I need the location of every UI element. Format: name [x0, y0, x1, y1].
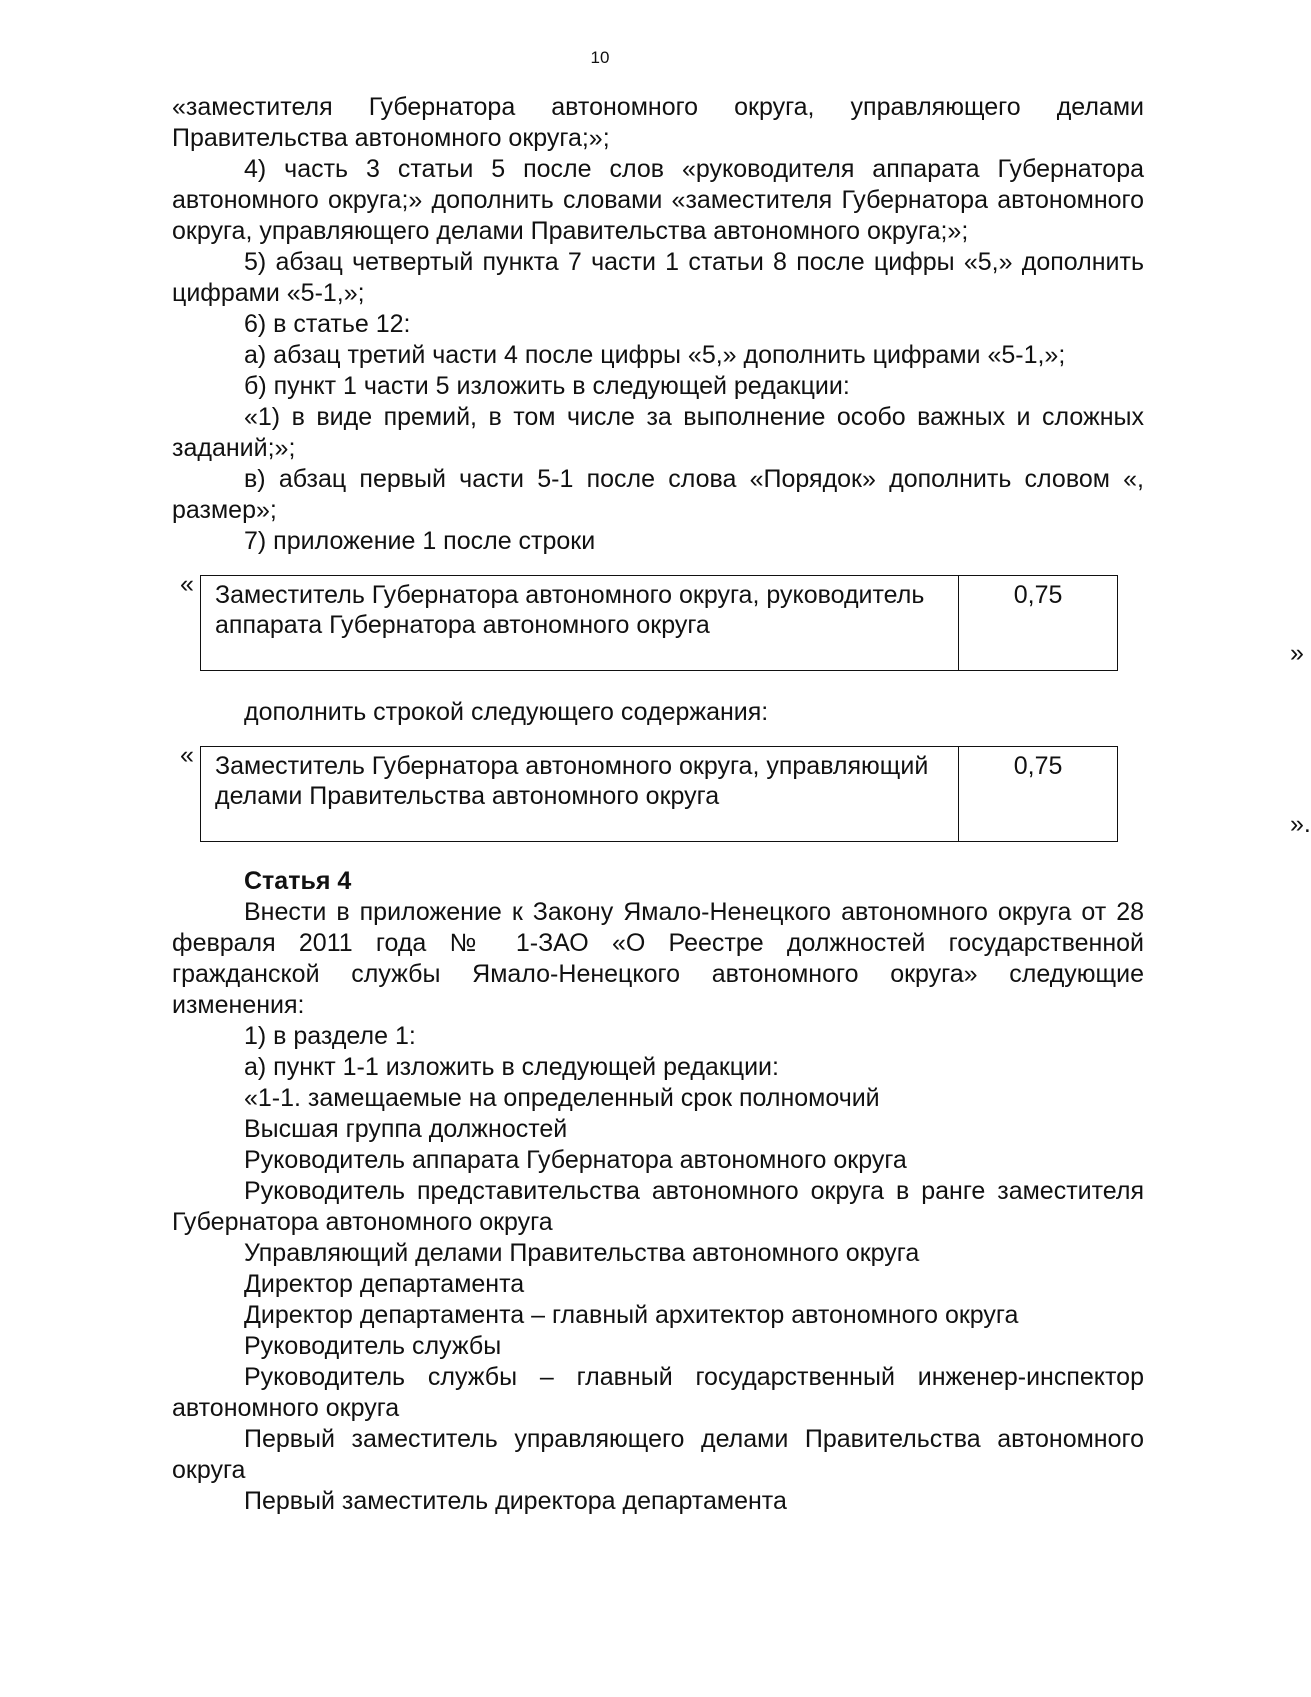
- table-row: [201, 576, 1118, 671]
- paragraph: «1) в виде премий, в том числе за выполнение особо важных и сложных заданий;»;: [172, 403, 1144, 462]
- paragraph: 7) приложение 1 после строки: [244, 527, 596, 555]
- position-name-cell: Заместитель Губернатора автономного округа, управляющий делами Правительства автономного округа: [201, 747, 959, 842]
- close-quote: »: [1290, 639, 1304, 667]
- paragraph: Руководитель представительства автономного округа в ранге заместителя Губернатора автономного округа: [172, 1177, 1144, 1236]
- paragraph: «1-1. замещаемые на определенный срок полномочий: [244, 1084, 880, 1112]
- paragraph: Первый заместитель директора департамента: [244, 1487, 787, 1515]
- paragraph: Директор департамента – главный архитектор автономного округа: [244, 1301, 1019, 1329]
- paragraph: Высшая группа должностей: [244, 1115, 568, 1143]
- coefficient-cell: 0,75: [959, 576, 1118, 671]
- paragraph: дополнить строкой следующего содержания:: [244, 698, 769, 726]
- paragraph: «заместителя Губернатора автономного округа, управляющего делами Правительства автономного округа;»;: [172, 93, 1144, 152]
- paragraph: а) пункт 1-1 изложить в следующей редакции:: [244, 1053, 779, 1081]
- paragraph: а) абзац третий части 4 после цифры «5,» дополнить цифрами «5-1,»;: [244, 341, 1066, 369]
- open-quote: «: [180, 570, 194, 598]
- paragraph: 4) часть 3 статьи 5 после слов «руководителя аппарата Губернатора автономного округа;» дополнить словами «заместителя Губернатора автономного округа, управляющего делами Правительства автономного округа;»;: [172, 155, 1144, 245]
- close-quote: ».: [1290, 810, 1311, 838]
- table-row: [201, 747, 1118, 842]
- document-body: [172, 92, 1311, 1517]
- paragraph: Управляющий делами Правительства автономного округа: [244, 1239, 920, 1267]
- paragraph: 5) абзац четвертый пункта 7 части 1 статьи 8 после цифры «5,» дополнить цифрами «5-1,»;: [172, 248, 1144, 307]
- paragraph: б) пункт 1 части 5 изложить в следующей редакции:: [244, 372, 850, 400]
- table-new-row: [172, 741, 1311, 846]
- position-table: [200, 575, 1118, 671]
- paragraph: Первый заместитель управляющего делами Правительства автономного округа: [172, 1425, 1144, 1484]
- paragraph: Руководитель службы: [244, 1332, 502, 1360]
- paragraph: 1) в разделе 1:: [244, 1022, 416, 1050]
- paragraph: Внести в приложение к Закону Ямало-Ненецкого автономного округа от 28 февраля 2011 года № 1-ЗАО «О Реестре должностей государственной гражданской службы Ямало-Ненецкого автономного округа» следующие изменения:: [172, 898, 1144, 1019]
- position-name-cell: Заместитель Губернатора автономного округа, руководитель аппарата Губернатора автономного округа: [201, 576, 959, 671]
- open-quote: «: [180, 741, 194, 769]
- table-old-row: [172, 570, 1304, 675]
- article-heading: Статья 4: [244, 867, 352, 895]
- paragraph: 6) в статье 12:: [244, 310, 411, 338]
- coefficient-cell: 0,75: [959, 747, 1118, 842]
- paragraph: Руководитель службы – главный государственный инженер-инспектор автономного округа: [172, 1363, 1144, 1422]
- paragraph: в) абзац первый части 5-1 после слова «Порядок» дополнить словом «, размер»;: [172, 465, 1144, 524]
- position-table: [200, 746, 1118, 842]
- page-number: 10: [590, 48, 610, 67]
- paragraph: Директор департамента: [244, 1270, 525, 1298]
- paragraph: Руководитель аппарата Губернатора автономного округа: [244, 1146, 907, 1174]
